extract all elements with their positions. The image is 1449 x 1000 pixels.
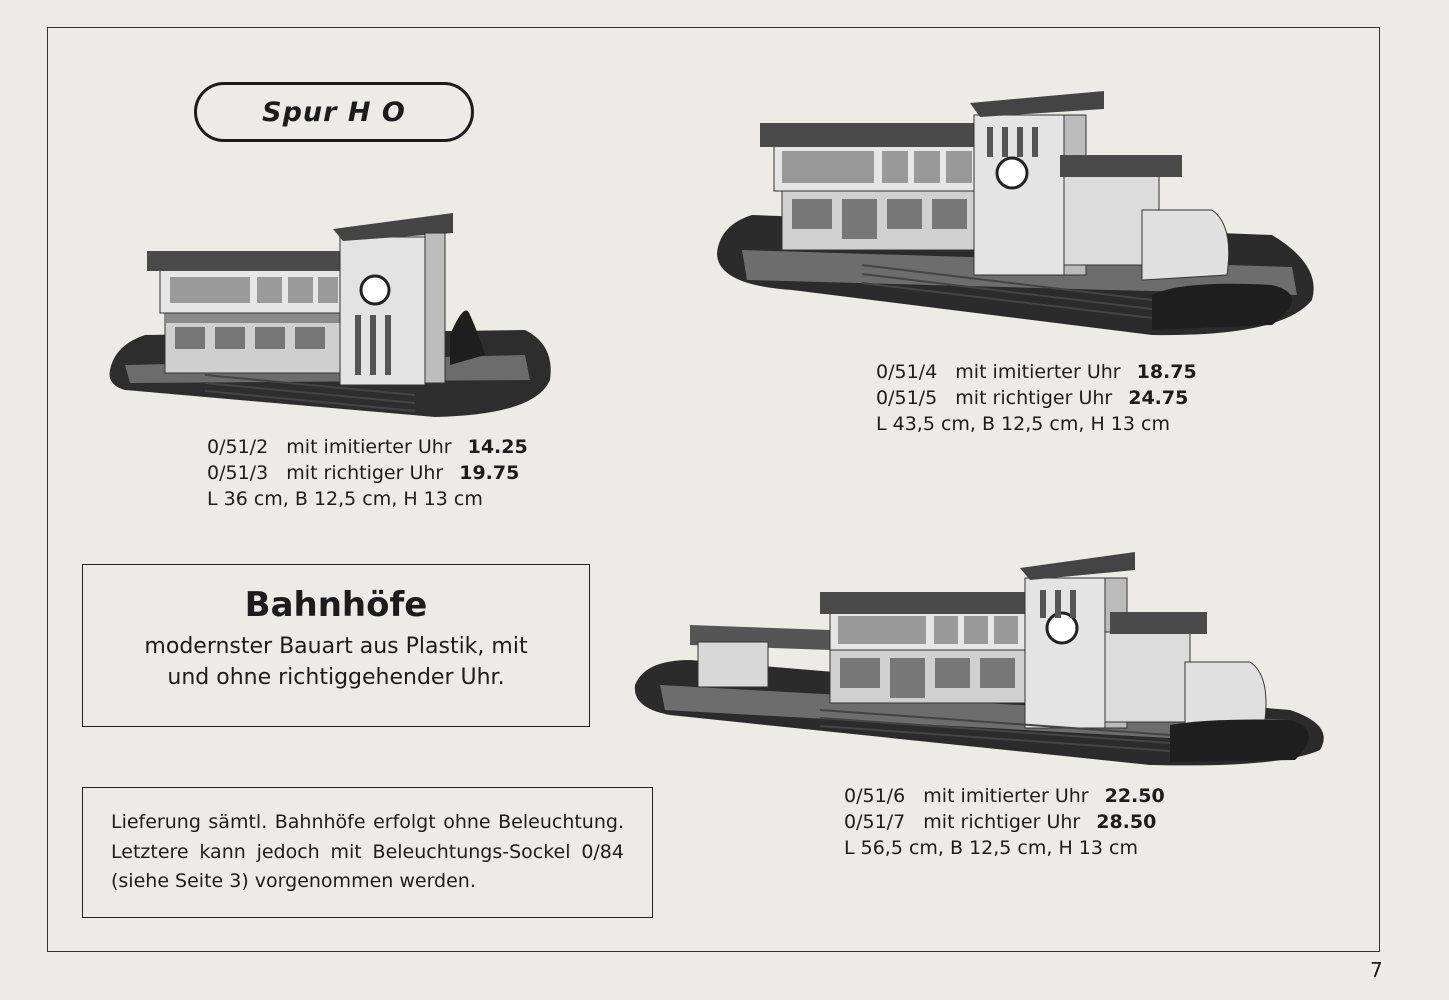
price: 28.50 <box>1096 811 1157 833</box>
station-image-medium <box>712 85 1322 340</box>
spec-block-small <box>207 434 528 512</box>
subtitle-line-2: und ohne richtiggehender Uhr. <box>167 665 505 690</box>
station-image-small <box>105 205 555 420</box>
price: 19.75 <box>459 462 520 484</box>
note-text: Lieferung sämtl. Bahnhöfe erfolgt ohne Beleuchtung. Letztere kann jedoch mit Beleuchtungs-Sockel 0/84 (siehe Seite 3) vorgenommen werden. <box>111 811 624 892</box>
price: 24.75 <box>1128 387 1189 409</box>
spec-line: 0/51/6 mit imitierter Uhr 22.50 <box>844 785 1165 807</box>
spec-block-medium <box>876 359 1197 437</box>
spec-line: 0/51/3 mit richtiger Uhr 19.75 <box>207 462 520 484</box>
price: 22.50 <box>1104 785 1165 807</box>
station-image-large <box>630 550 1330 768</box>
price: 18.75 <box>1136 361 1197 383</box>
dimensions: L 43,5 cm, B 12,5 cm, H 13 cm <box>876 413 1170 435</box>
subtitle-line-1: modernster Bauart aus Plastik, mit <box>144 634 528 659</box>
spec-line: 0/51/4 mit imitierter Uhr 18.75 <box>876 361 1197 383</box>
spec-line: 0/51/2 mit imitierter Uhr 14.25 <box>207 436 528 458</box>
gauge-badge <box>194 82 474 142</box>
spec-line: 0/51/5 mit richtiger Uhr 24.75 <box>876 387 1189 409</box>
dimensions: L 56,5 cm, B 12,5 cm, H 13 cm <box>844 837 1138 859</box>
spec-block-large <box>844 783 1165 861</box>
title-box <box>82 564 590 727</box>
note-box <box>82 787 653 918</box>
page-title: Bahnhöfe <box>244 585 428 625</box>
gauge-label: Spur H O <box>262 96 406 128</box>
price: 14.25 <box>467 436 528 458</box>
spec-line: 0/51/7 mit richtiger Uhr 28.50 <box>844 811 1157 833</box>
page-number: 7 <box>1370 958 1383 982</box>
dimensions: L 36 cm, B 12,5 cm, H 13 cm <box>207 488 483 510</box>
